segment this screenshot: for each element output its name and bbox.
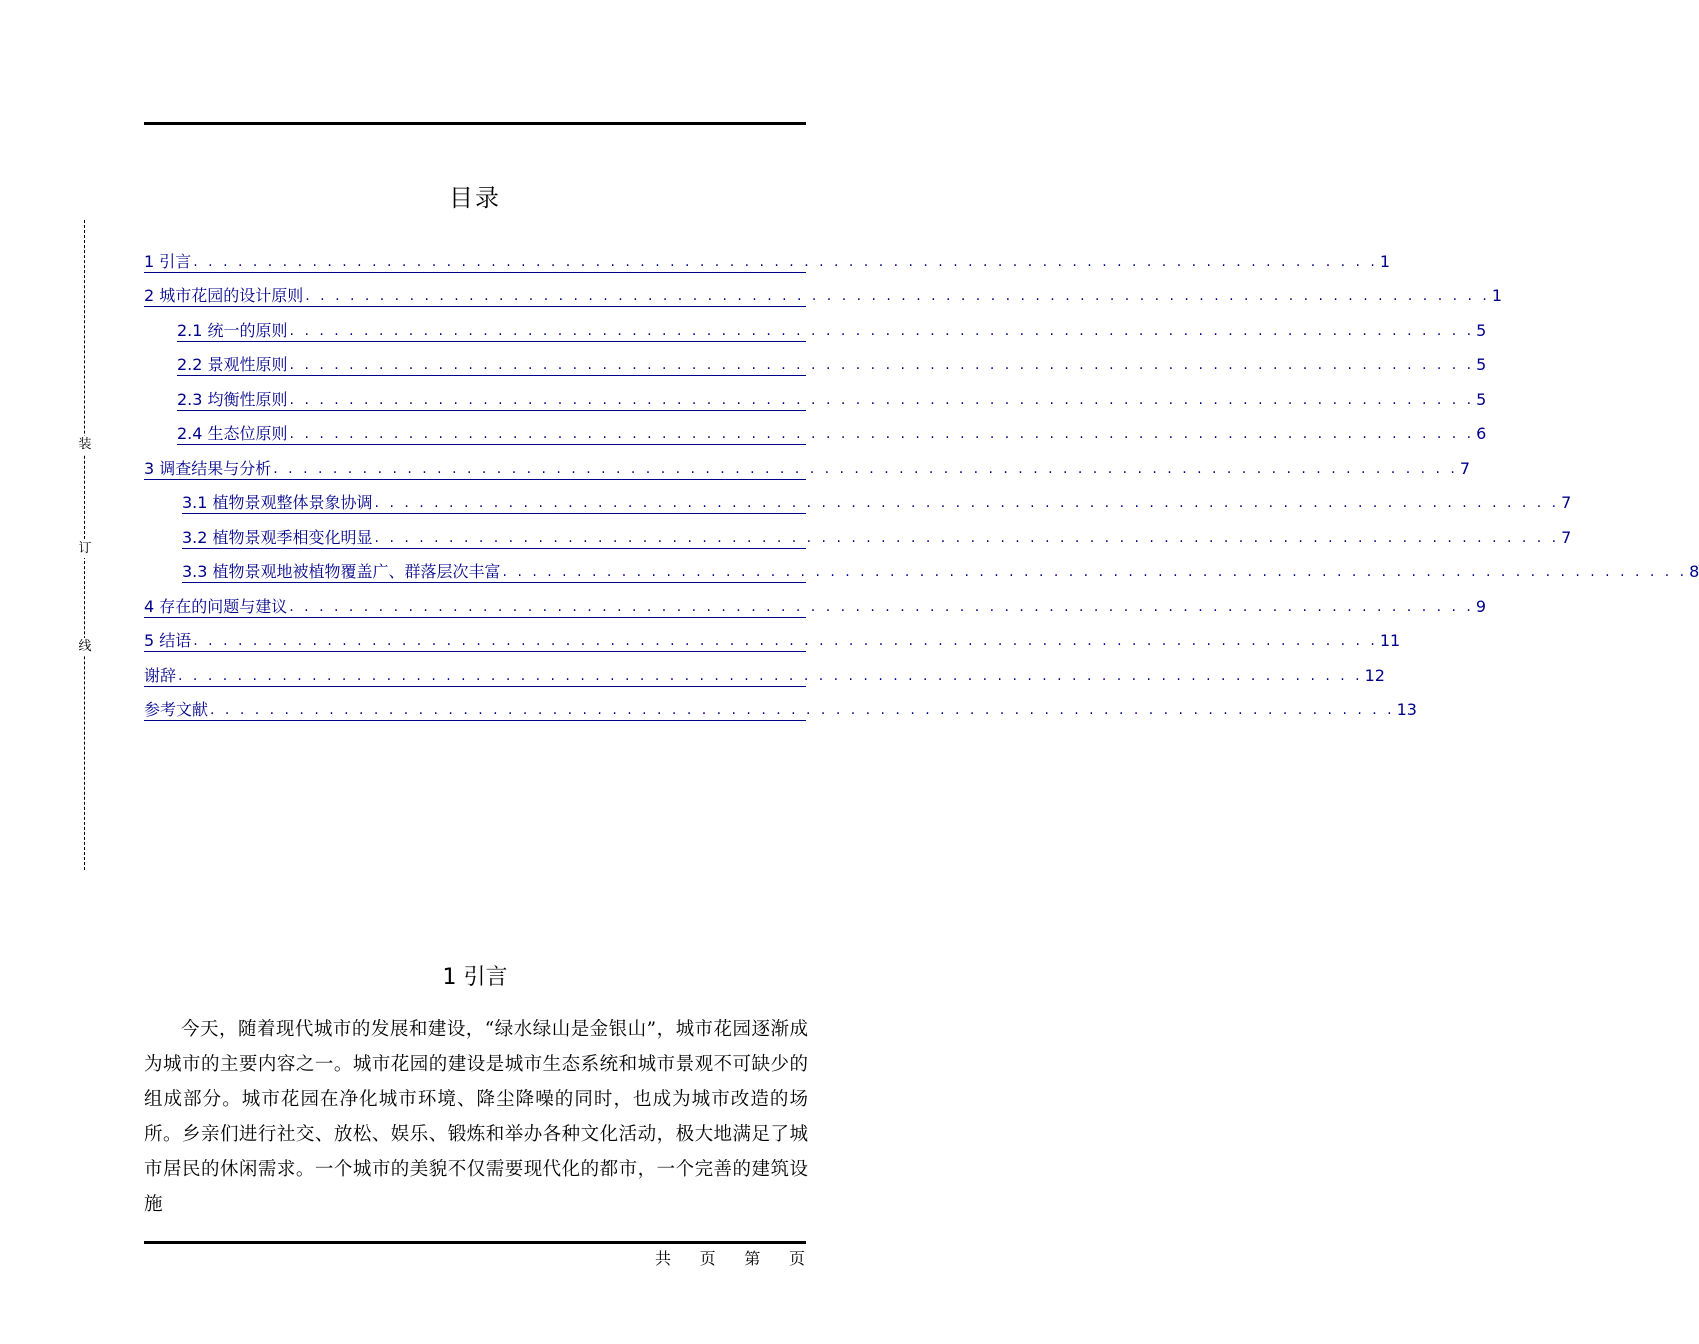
footer-page-unit-2: 页 [788,1249,805,1268]
toc-leader-dots: . . . . . . . . . . . . . . . . . . . . . . . . . . . . . . . . . . . . . . . . . . . . . . . . . . . . . . . . . . . . . . . . . . . . . . . . . . . . . . . . [289,357,1475,373]
toc-leader-dots: . . . . . . . . . . . . . . . . . . . . . . . . . . . . . . . . . . . . . . . . . . . . . . . . . . . . . . . . . . . . . . . . . . . . . . . . . . . . . . . . [193,633,1378,649]
page-footer [655,1246,805,1269]
toc-leader-dots: . . . . . . . . . . . . . . . . . . . . . . . . . . . . . . . . . . . . . . . . . . . . . . . . . . . . . . . . . . . . . . . . . . . . . . . . . . . . . . . . [289,392,1475,408]
toc-entry-2-4[interactable] [177,422,1487,445]
toc-leader-dots: . . . . . . . . . . . . . . . . . . . . . . . . . . . . . . . . . . . . . . . . . . . . . . . . . . . . . . . . . . . . . . . . . . . . . . . . . . . . . . . . [305,288,1490,304]
toc-entry-page: 8 [1689,562,1699,581]
toc-entry-acknowledgements[interactable] [144,664,1385,687]
toc-entry-page: 5 [1476,321,1487,340]
toc-entry-page: 7 [1561,493,1572,512]
toc-entry-label: 2.2 景观性原则 [177,355,288,374]
toc-leader-dots: . . . . . . . . . . . . . . . . . . . . . . . . . . . . . . . . . . . . . . . . . . . . . . . . . . . . . . . . . . . . . . . . . . . . . . . . . . . . . . . . [374,530,1560,546]
footer-rule [144,1241,806,1244]
toc-entry-page: 11 [1379,631,1401,650]
toc-entry-references[interactable] [144,698,1417,721]
header-rule [144,122,806,125]
toc-entry-3-3[interactable] [182,560,1699,583]
toc-entry-page: 5 [1476,355,1487,374]
toc-entry-4[interactable] [144,595,1487,618]
toc-entry-label: 1 引言 [144,252,192,271]
toc-leader-dots: . . . . . . . . . . . . . . . . . . . . . . . . . . . . . . . . . . . . . . . . . . . . . . . . . . . . . . . . . . . . . . . . . . . . . . . . . . . . . . . . [289,323,1475,339]
toc-entry-2-2[interactable] [177,353,1487,376]
toc-entry-5[interactable] [144,629,1401,652]
toc-leader-dots: . . . . . . . . . . . . . . . . . . . . . . . . . . . . . . . . . . . . . . . . . . . . . . . . . . . . . . . . . . . . . . . . . . . . . . . . . . . . . . . . [178,668,1363,684]
toc-entry-label: 2 城市花园的设计原则 [144,286,304,305]
toc-entry-3[interactable] [144,457,1471,480]
binding-char-zhuang: 装 [78,437,92,452]
toc-entry-2[interactable] [144,284,1503,307]
toc-entry-label: 5 结语 [144,631,192,650]
toc-entry-3-2[interactable] [182,526,1572,549]
toc-entry-page: 12 [1364,666,1385,685]
toc-leader-dots: . . . . . . . . . . . . . . . . . . . . . . . . . . . . . . . . . . . . . . . . . . . . . . . . . . . . . . . . . . . . . . . . . . . . . . . . . . . . . . . . [273,461,1458,477]
footer-ordinal-label: 第 [744,1249,761,1268]
toc-entry-label: 谢辞 [144,666,177,685]
toc-entry-page: 7 [1459,459,1471,478]
toc-leader-dots: . . . . . . . . . . . . . . . . . . . . . . . . . . . . . . . . . . . . . . . . . . . . . . . . . . . . . . . . . . . . . . . . . . . . . . . . . . . . . . . . [374,495,1560,511]
footer-total-label: 共 [655,1249,672,1268]
toc-entry-label: 4 存在的问题与建议 [144,597,288,616]
toc-entry-3-1[interactable] [182,491,1572,514]
toc-leader-dots: . . . . . . . . . . . . . . . . . . . . . . . . . . . . . . . . . . . . . . . . . . . . . . . . . . . . . . . . . . . . . . . . . . . . . . . . . . . . . . . . [289,426,1475,442]
toc-leader-dots: . . . . . . . . . . . . . . . . . . . . . . . . . . . . . . . . . . . . . . . . . . . . . . . . . . . . . . . . . . . . . . . . . . . . . . . . . . . . . . . . [193,254,1378,270]
toc-entry-page: 13 [1396,700,1417,719]
toc-entry-label: 2.3 均衡性原则 [177,390,288,409]
body-paragraph: 今天，随着现代城市的发展和建设，“绿水绿山是金银山”，城市花园逐渐成为城市的主要内容之一。城市花园的建设是城市生态系统和城市景观不可缺少的组成部分。城市花园在净化城市环境、降尘降噪的同时，也成为城市改造的场所。乡亲们进行社交、放松、娱乐、锻炼和举办各种文化活动，极大地满足了城市居民的休闲需求。一个城市的美貌不仅需要现代化的都市，一个完善的建筑设施 [144,1019,808,1215]
toc-entry-1[interactable] [144,250,1391,273]
toc-entry-label: 3.3 植物景观地被植物覆盖广、群落层次丰富 [182,562,501,581]
toc-title: 目录 [449,184,501,212]
toc-entry-page: 7 [1561,528,1572,547]
toc-entry-page: 1 [1491,286,1503,305]
toc-entry-label: 参考文献 [144,700,209,719]
toc-leader-dots: . . . . . . . . . . . . . . . . . . . . . . . . . . . . . . . . . . . . . . . . . . . . . . . . . . . . . . . . . . . . . . . . . . . . . . . . . . . . . . . . [210,702,1395,718]
footer-page-unit: 页 [699,1249,716,1268]
toc-entry-label: 2.1 统一的原则 [177,321,288,340]
toc-entry-page: 9 [1475,597,1487,616]
toc-entry-label: 3.1 植物景观整体景象协调 [182,493,373,512]
section-heading: 1 引言 [442,965,508,990]
toc-leader-dots: . . . . . . . . . . . . . . . . . . . . . . . . . . . . . . . . . . . . . . . . . . . . . . . . . . . . . . . . . . . . . . . . . . . . . . . . . . . . . . . . [289,599,1474,615]
toc-entry-label: 2.4 生态位原则 [177,424,288,443]
toc-entry-2-3[interactable] [177,388,1487,411]
binding-char-ding: 订 [78,541,92,556]
toc-entry-page: 6 [1476,424,1487,443]
toc-entry-page: 1 [1379,252,1391,271]
toc-leader-dots: . . . . . . . . . . . . . . . . . . . . . . . . . . . . . . . . . . . . . . . . . . . . . . . . . . . . . . . . . . . . . . . . . . . . . . . . . . . . . . . . [502,564,1688,580]
toc-entry-label: 3 调查结果与分析 [144,459,272,478]
toc-entry-page: 5 [1476,390,1487,409]
toc-entry-label: 3.2 植物景观季相变化明显 [182,528,373,547]
binding-char-xian: 线 [78,639,92,654]
toc-entry-2-1[interactable] [177,319,1487,342]
